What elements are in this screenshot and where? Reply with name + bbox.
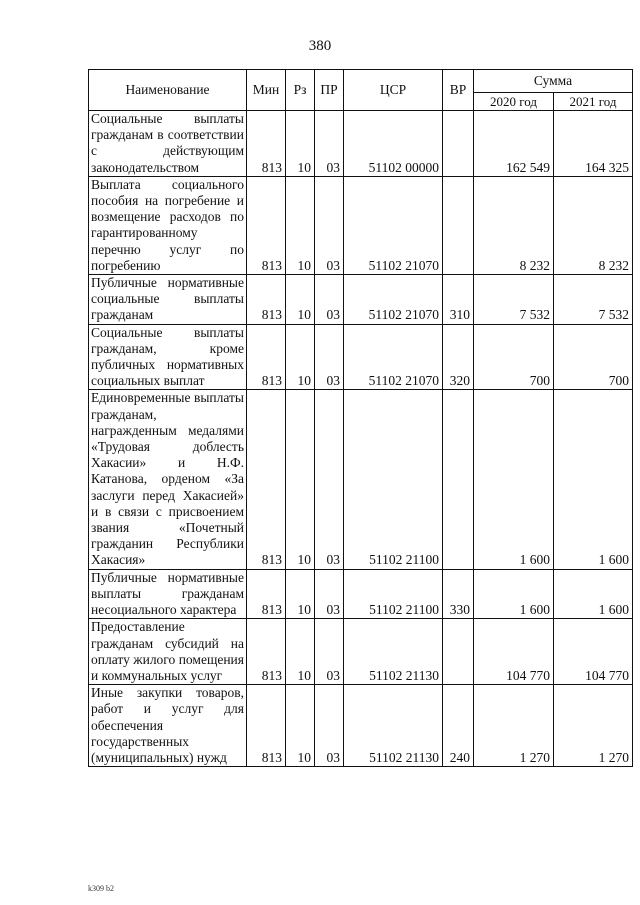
row-csr: 51102 21100 [344, 569, 443, 619]
row-pr: 03 [315, 685, 344, 767]
row-min: 813 [247, 619, 286, 685]
row-sum-2021: 8 232 [554, 176, 633, 274]
footer-code: k309 b2 [88, 884, 114, 893]
row-pr: 03 [315, 176, 344, 274]
row-csr: 51102 21070 [344, 275, 443, 325]
budget-table [88, 69, 633, 767]
row-sum-2020: 104 770 [474, 619, 554, 685]
header-csr: ЦСР [344, 70, 443, 111]
row-vr: 240 [443, 685, 474, 767]
row-pr: 03 [315, 390, 344, 569]
page-number: 380 [308, 38, 332, 54]
header-year-2021: 2021 год [554, 93, 633, 111]
row-vr: 330 [443, 569, 474, 619]
header-min: Мин [247, 70, 286, 111]
row-min: 813 [247, 569, 286, 619]
row-sum-2021: 164 325 [554, 111, 633, 177]
row-min: 813 [247, 324, 286, 390]
row-sum-2020: 700 [474, 324, 554, 390]
row-pr: 03 [315, 569, 344, 619]
row-rz: 10 [286, 324, 315, 390]
header-vr: ВР [443, 70, 474, 111]
row-csr: 51102 21130 [344, 619, 443, 685]
table-row [89, 176, 633, 274]
table-row [89, 619, 633, 685]
row-name: Единовременные выплаты гражданам, награжденным медалями «Трудовая доблесть Хакасии» и Н.Ф. Катанова, орденом «За заслуги перед Хакасией» и в связи с присвоением звания «Почетный гражданин Республики Хакасия» [89, 390, 247, 569]
table-row [89, 390, 633, 569]
row-min: 813 [247, 275, 286, 325]
row-sum-2020: 162 549 [474, 111, 554, 177]
row-vr: 320 [443, 324, 474, 390]
header-pr: ПР [315, 70, 344, 111]
row-sum-2021: 7 532 [554, 275, 633, 325]
row-pr: 03 [315, 324, 344, 390]
header-rz: Рз [286, 70, 315, 111]
row-min: 813 [247, 390, 286, 569]
row-vr [443, 176, 474, 274]
row-pr: 03 [315, 275, 344, 325]
row-vr [443, 619, 474, 685]
row-csr: 51102 21130 [344, 685, 443, 767]
row-sum-2021: 1 600 [554, 390, 633, 569]
row-name: Публичные нормативные социальные выплаты гражданам [89, 275, 247, 325]
row-rz: 10 [286, 275, 315, 325]
header-sum: Сумма [474, 70, 633, 93]
row-pr: 03 [315, 111, 344, 177]
row-name: Социальные выплаты гражданам в соответствии с действующим законодательством [89, 111, 247, 177]
row-rz: 10 [286, 390, 315, 569]
row-name: Социальные выплаты гражданам, кроме публичных нормативных социальных выплат [89, 324, 247, 390]
row-min: 813 [247, 176, 286, 274]
row-csr: 51102 21100 [344, 390, 443, 569]
row-sum-2021: 700 [554, 324, 633, 390]
row-sum-2020: 1 600 [474, 390, 554, 569]
row-name: Выплата социального пособия на погребение и возмещение расходов по гарантированному перечню услуг по погребению [89, 176, 247, 274]
row-rz: 10 [286, 176, 315, 274]
row-rz: 10 [286, 619, 315, 685]
row-sum-2021: 1 600 [554, 569, 633, 619]
row-sum-2020: 1 270 [474, 685, 554, 767]
row-sum-2020: 1 600 [474, 569, 554, 619]
row-rz: 10 [286, 569, 315, 619]
table-row [89, 111, 633, 177]
row-name: Предоставление гражданам субсидий на оплату жилого помещения и коммунальных услуг [89, 619, 247, 685]
table-row [89, 275, 633, 325]
row-csr: 51102 00000 [344, 111, 443, 177]
row-rz: 10 [286, 111, 315, 177]
row-min: 813 [247, 685, 286, 767]
row-sum-2020: 7 532 [474, 275, 554, 325]
row-sum-2021: 104 770 [554, 619, 633, 685]
table-row [89, 569, 633, 619]
row-min: 813 [247, 111, 286, 177]
table-row [89, 685, 633, 767]
row-sum-2020: 8 232 [474, 176, 554, 274]
row-pr: 03 [315, 619, 344, 685]
row-vr: 310 [443, 275, 474, 325]
row-name: Публичные нормативные выплаты гражданам несоциального характера [89, 569, 247, 619]
row-sum-2021: 1 270 [554, 685, 633, 767]
row-csr: 51102 21070 [344, 324, 443, 390]
row-vr [443, 390, 474, 569]
header-year-2020: 2020 год [474, 93, 554, 111]
table-row [89, 324, 633, 390]
row-csr: 51102 21070 [344, 176, 443, 274]
row-vr [443, 111, 474, 177]
header-name: Наименование [89, 70, 247, 111]
row-name: Иные закупки товаров, работ и услуг для обеспечения государственных (муниципальных) нужд [89, 685, 247, 767]
row-rz: 10 [286, 685, 315, 767]
